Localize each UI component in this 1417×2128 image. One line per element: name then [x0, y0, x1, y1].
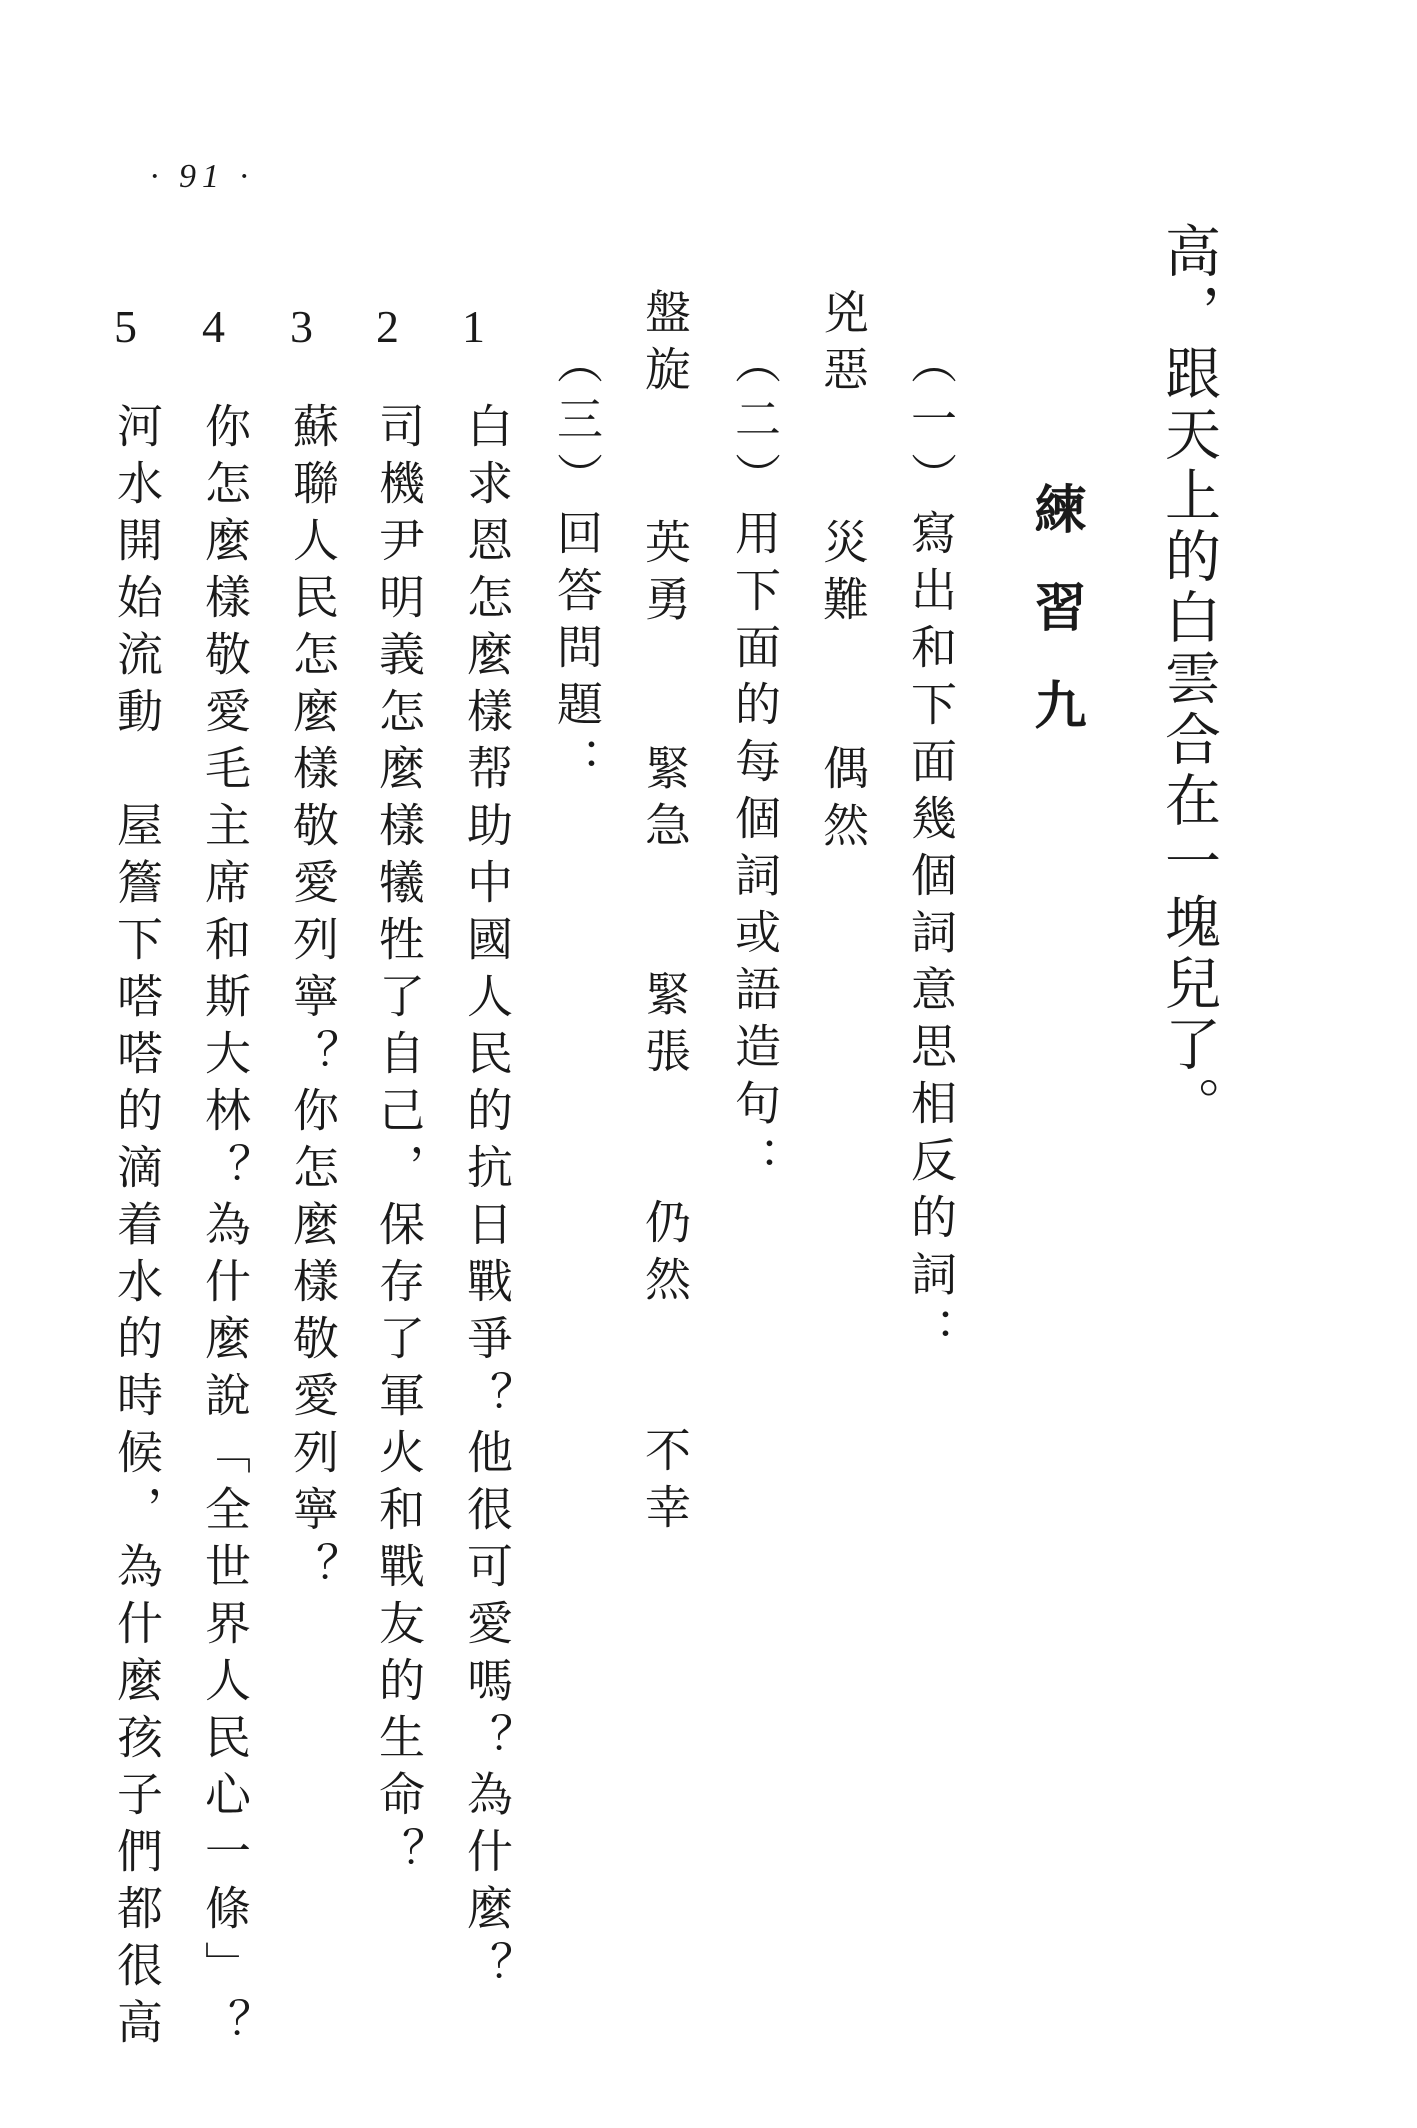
question-number: 5: [114, 301, 137, 352]
section3-prompt: （三）回答問題：: [550, 338, 604, 794]
section1-word: 偶然: [816, 744, 870, 858]
question-text: 蘇聯人民怎麼樣敬愛列寧？你怎麼樣敬愛列寧？: [286, 402, 340, 1599]
section2-word: 不幸: [638, 1426, 692, 1540]
question-number: 4: [202, 301, 225, 352]
continued-text-line: 高，跟天上的白雲合在一塊兒了。: [1156, 222, 1221, 1137]
section1-word: 災難: [816, 518, 870, 632]
section2-word: 英勇: [638, 518, 692, 632]
question-text: 司機尹明義怎麼樣犧牲了自己，保存了軍火和戰友的生命？: [372, 402, 426, 1884]
section2-prompt: （二）用下面的每個詞或語造句：: [728, 338, 782, 1193]
section2-word: 仍然: [638, 1198, 692, 1312]
section2-word: 緊張: [638, 970, 692, 1084]
section2-word: 盤旋: [638, 288, 692, 402]
section2-word: 緊急: [638, 744, 692, 858]
page-number: · 91 ·: [150, 158, 254, 195]
question-text: 你怎麼樣敬愛毛主席和斯大林？為什麼說「全世界人民心一條」？: [198, 402, 252, 2055]
question-text: 河水開始流動 屋簷下嗒嗒的滴着水的時候，為什麼孩子們都很高: [110, 402, 164, 2055]
exercise-heading: 練習九: [1025, 482, 1086, 776]
section1-prompt: （一）寫出和下面幾個詞意思相反的詞：: [904, 338, 958, 1364]
question-number: 3: [290, 301, 313, 352]
question-text: 白求恩怎麼樣帮助中國人民的抗日戰爭？他很可愛嗎？為什麼？: [460, 402, 514, 1998]
question-number: 1: [462, 301, 485, 352]
question-number: 2: [376, 301, 399, 352]
section1-word: 兇惡: [816, 288, 870, 402]
